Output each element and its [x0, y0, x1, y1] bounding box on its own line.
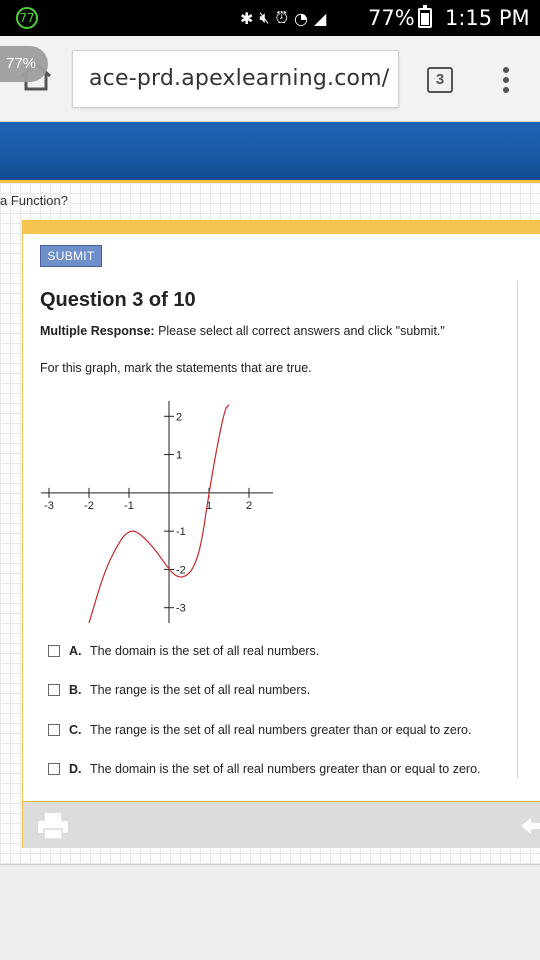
- checkbox[interactable]: [48, 724, 60, 736]
- checkbox[interactable]: [48, 763, 60, 775]
- answer-option-b[interactable]: [48, 681, 310, 699]
- question-card: [22, 220, 540, 848]
- url-field[interactable]: [72, 50, 399, 108]
- x-tick-label: 1: [205, 499, 213, 512]
- y-tick-label: 2: [176, 411, 183, 424]
- question-prompt: For this graph, mark the statements that are true.: [40, 361, 312, 375]
- checkbox[interactable]: [48, 684, 60, 696]
- answer-letter: D.: [69, 762, 82, 776]
- battery-charging-icon: [418, 8, 432, 28]
- card-footer-toolbar: [23, 801, 540, 848]
- x-tick-label: 2: [245, 499, 253, 512]
- answer-text: The range is the set of all real numbers.: [90, 683, 311, 697]
- clock: 1:15 PM: [445, 6, 530, 30]
- x-tick-label: -2: [84, 499, 94, 512]
- card-divider: [517, 281, 518, 778]
- lesson-title: a Function?: [0, 193, 68, 208]
- tabs-button[interactable]: 3: [427, 67, 453, 93]
- x-tick-label: -1: [124, 499, 134, 512]
- card-top-bar: [23, 221, 540, 234]
- question-instructions: [40, 324, 445, 338]
- signal-icon: ◢: [313, 8, 327, 28]
- more-vert-icon[interactable]: [498, 67, 514, 95]
- alarm-icon: ⏰︎: [275, 8, 288, 27]
- answer-text: The domain is the set of all real numbers greater than or equal to zero.: [90, 762, 481, 776]
- y-tick-label: -3: [176, 602, 186, 615]
- instruction-label: Multiple Response:: [40, 324, 155, 338]
- back-arrow-icon[interactable]: [519, 816, 540, 836]
- wifi-icon: ◔: [293, 8, 308, 28]
- battery-percent: 77%: [368, 6, 415, 30]
- y-tick-label: -1: [176, 526, 186, 539]
- answer-letter: B.: [69, 683, 82, 697]
- mute-icon: 🔇︎: [259, 8, 270, 27]
- notification-count-badge: 77: [16, 7, 38, 29]
- url-text: ace-prd.apexlearning.com/: [89, 66, 390, 91]
- function-graph: [37, 397, 277, 627]
- answer-option-a[interactable]: [48, 642, 319, 660]
- y-tick-label: 1: [176, 449, 183, 462]
- bluetooth-icon: ✱: [240, 8, 254, 28]
- answer-letter: A.: [69, 644, 82, 658]
- status-bar: [0, 0, 540, 36]
- answer-option-d[interactable]: [48, 760, 481, 778]
- answer-option-c[interactable]: [48, 721, 471, 739]
- browser-toolbar: [0, 36, 540, 122]
- instruction-text: Please select all correct answers and click "submit.": [154, 324, 445, 338]
- x-tick-label: -3: [44, 499, 54, 512]
- question-title: Question 3 of 10: [40, 289, 196, 311]
- site-banner: [0, 122, 540, 180]
- zoom-level-badge: 77%: [0, 46, 48, 82]
- print-icon[interactable]: [37, 812, 69, 840]
- checkbox[interactable]: [48, 645, 60, 657]
- y-tick-label: -2: [176, 564, 186, 577]
- function-curve: [89, 405, 229, 623]
- answer-letter: C.: [69, 723, 82, 737]
- page-bottom-divider: [0, 864, 540, 865]
- answer-text: The range is the set of all real numbers greater than or equal to zero.: [90, 723, 472, 737]
- answer-text: The domain is the set of all real numbers.: [90, 644, 320, 658]
- submit-button[interactable]: SUBMIT: [40, 245, 102, 267]
- status-icons: [240, 6, 326, 30]
